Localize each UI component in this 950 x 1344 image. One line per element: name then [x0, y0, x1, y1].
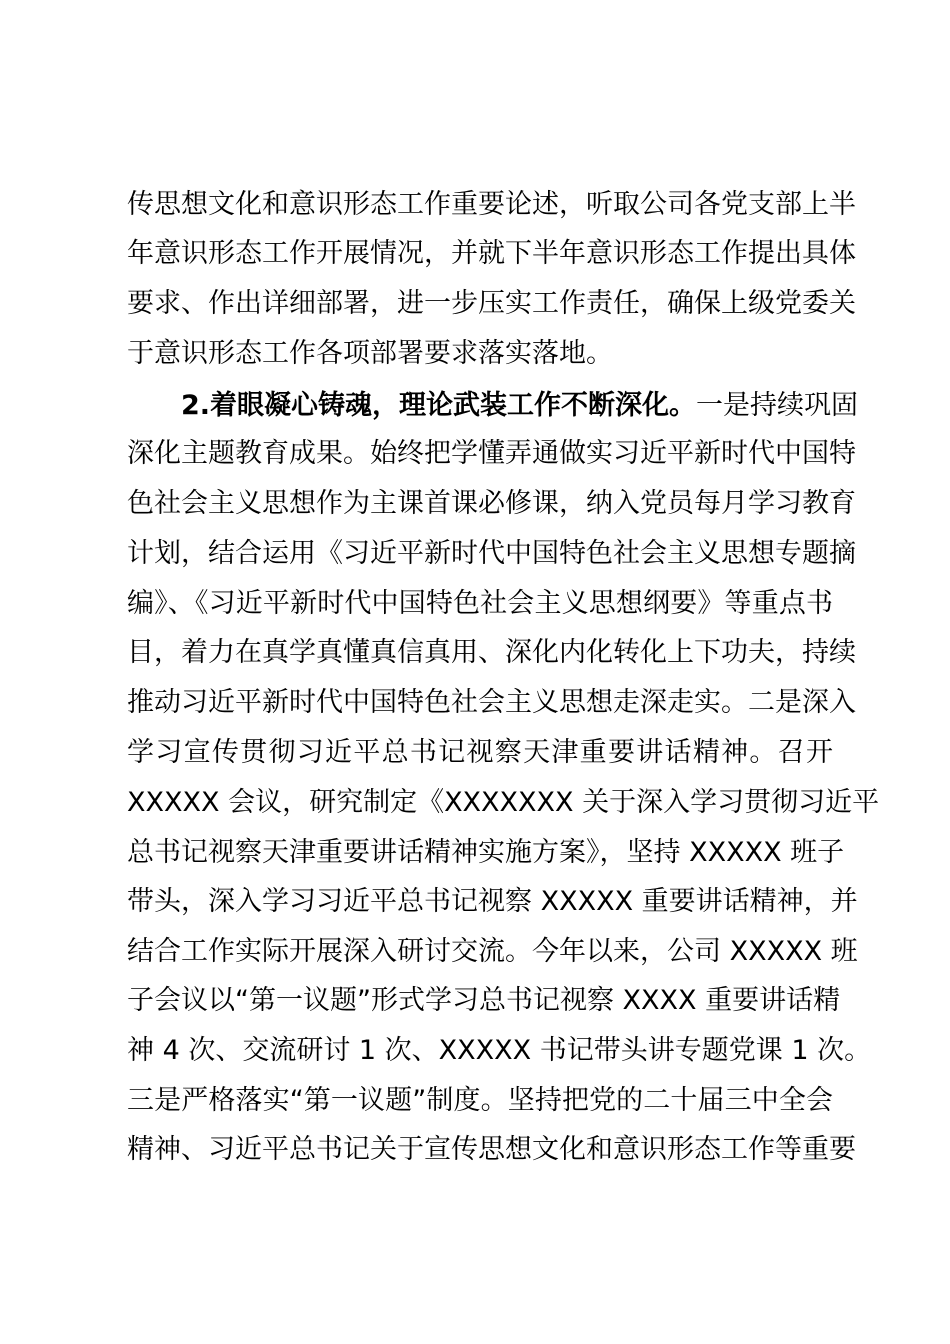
text-line: XXXXX 会议，研究制定《XXXXXXX 关于深入学习贯彻习近平	[127, 787, 880, 818]
text-line: 结合工作实际开展深入研讨交流。今年以来，公司 XXXXX 班	[127, 936, 858, 967]
text-line: 子会议以“第一议题”形式学习总书记视察 XXXX 重要讲话精	[127, 985, 841, 1016]
text-line: 总书记视察天津重要讲话精神实施方案》，坚持 XXXXX 班子	[127, 837, 845, 868]
text-line: 学习宣传贯彻习近平总书记视察天津重要讲话精神。召开	[127, 737, 833, 768]
text-line: 于意识形态工作各项部署要求落实落地。	[127, 338, 613, 369]
text-line: 编》、《习近平新时代中国特色社会主义思想纲要》等重点书	[127, 588, 833, 619]
text-line: 深化主题教育成果。始终把学懂弄通做实习近平新时代中国特	[127, 438, 856, 469]
section-heading-continuation: 一是持续巩固	[696, 390, 859, 421]
text-line: 年意识形态工作开展情况，并就下半年意识形态工作提出具体	[127, 238, 856, 269]
section-heading-line	[181, 381, 859, 431]
text-line: 要求、作出详细部署，进一步压实工作责任，确保上级党委关	[127, 288, 856, 319]
text-line: 神 4 次、交流研讨 1 次、XXXXX 书记带头讲专题党课 1 次。	[127, 1035, 872, 1066]
text-line: 精神、习近平总书记关于宣传思想文化和意识形态工作等重要	[127, 1134, 856, 1165]
text-line: 计划，结合运用《习近平新时代中国特色社会主义思想专题摘	[127, 538, 856, 569]
text-line: 色社会主义思想作为主课首课必修课，纳入党员每月学习教育	[127, 488, 856, 519]
text-line: 目，着力在真学真懂真信真用、深化内化转化上下功夫，持续	[127, 637, 856, 668]
section-heading: 2.着眼凝心铸魂，理论武装工作不断深化。	[181, 390, 697, 421]
text-line: 传思想文化和意识形态工作重要论述，听取公司各党支部上半	[127, 189, 856, 220]
text-line: 带头，深入学习习近平总书记视察 XXXXX 重要讲话精神，并	[127, 886, 858, 917]
text-line: 三是严格落实“第一议题”制度。坚持把党的二十届三中全会	[127, 1085, 833, 1116]
text-line: 推动习近平新时代中国特色社会主义思想走深走实。二是深入	[127, 687, 856, 718]
